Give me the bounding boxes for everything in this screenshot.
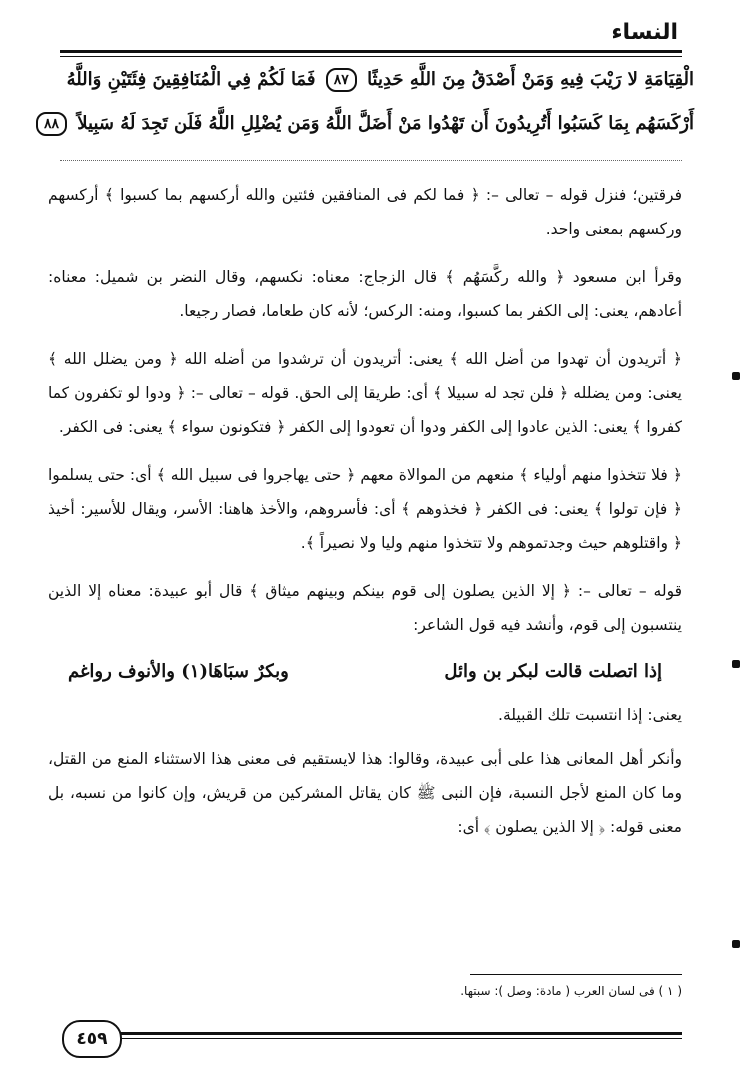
ayah-marker-88: ٨٨ — [36, 112, 67, 136]
poem-hemistich-right: إذا اتصلت قالت لبكر بن وائل — [444, 661, 662, 682]
margin-mark — [732, 660, 740, 668]
paragraph-1: فرقتين؛ فنزل قوله – تعالى –: ﴿ فما لكم فى المنافقين فئتين والله أركسهم بما كسبوا ﴾ أركسهم وركسهم بمعنى واحد. — [48, 186, 682, 238]
footer-rule-thin — [118, 1038, 682, 1039]
header-rule-thin — [60, 56, 682, 57]
paragraph-4: ﴿ فلا تتخذوا منهم أولياء ﴾ منعهم من الموالاة معهم ﴿ حتى يهاجروا فى سبيل الله ﴾ أى: حتى يسلموا ﴿ فإن تولوا ﴾ يعنى: فى الكفر ﴿ فخذوهم ﴾ أى: فأسروهم، والأخذ هاهنا: الأسر، ويقال للأسير: أخيذ ﴿ واقتلوهم حيث وجدتموهم ولا تتخذوا منهم وليا ولا نصيراً ﴾. — [48, 466, 682, 552]
section-divider — [60, 160, 682, 161]
page-number: ٤٥٩ — [62, 1020, 122, 1058]
ayah-marker-87: ٨٧ — [326, 68, 357, 92]
paragraph-3: ﴿ أتريدون أن تهدوا من أضل الله ﴾ يعنى: أتريدون أن ترشدوا من أضله الله ﴿ ومن يضلل الله ﴾ يعنى: ومن يضلله ﴿ فلن تجد له سبيلا ﴾ أى: طريقا إلى الحق. قوله – تعالى –: ﴿ ودوا لو تكفرون كما كفروا ﴾ يعنى: الذين عادوا إلى الكفر ودوا أن تعودوا إلى الكفر ﴿ فتكونون سواء ﴾ يعنى: فى الكفر. — [48, 350, 682, 436]
footnote: ( ١ ) فى لسان العرب ( مادة: وصل ): سبتها. — [460, 984, 682, 998]
quran-verses — [43, 58, 694, 146]
paragraph-7: وأنكر أهل المعانى هذا على أبى عبيدة، وقالوا: هذا لايستقيم فى معنى هذا الاستثناء المنع من القتل، وما كان المنع لأجل النسبة، فإن النبى ﷺ كان يقاتل المشركين من قريش، وإن كانوا من نسبه، بل معنى قوله: ﴿ إلا الذين يصلون ﴾ أى: — [48, 750, 682, 836]
commentary-body — [48, 178, 682, 858]
chapter-title: النساء — [611, 20, 678, 45]
footnote-rule — [470, 974, 682, 975]
quran-text-2: أَرْكَسَهُم بِمَا كَسَبُوا أَتُرِيدُونَ أَن تَهْدُوا مَنْ أَضَلَّ اللَّهُ وَمَن يُضْلِلِ اللَّهُ فَلَن تَجِدَ لَهُ سَبِيلاً — [77, 113, 694, 134]
header-rule-thick — [60, 50, 682, 53]
quran-text-1b: فَمَا لَكُمْ فِي الْمُنَافِقِينَ فِئَتَيْنِ وَاللَّهُ — [66, 69, 316, 90]
margin-mark — [732, 940, 740, 948]
poem-verse — [68, 652, 662, 692]
footer-rule-thick — [118, 1032, 682, 1035]
paragraph-5: قوله – تعالى –: ﴿ إلا الذين يصلون إلى قوم بينكم وبينهم ميثاق ﴾ قال أبو عبيدة: معناه إلا الذين ينتسبون إلى قوم، وأنشد فيه قول الشاعر: — [48, 582, 682, 634]
poem-hemistich-left: وبكرٌ سبَاهَا(١) والأنوف رواغم — [68, 661, 289, 682]
margin-mark — [732, 372, 740, 380]
quran-text-1a: الْقِيَامَةِ لا رَيْبَ فِيهِ وَمَنْ أَصْدَقُ مِنَ اللَّهِ حَدِيثًا — [367, 69, 694, 90]
quran-line-1 — [48, 58, 694, 102]
paragraph-6: يعنى: إذا انتسبت تلك القبيلة. — [498, 706, 682, 724]
quran-line-2 — [43, 102, 694, 146]
paragraph-2: وقرأ ابن مسعود ﴿ والله ركَّسَهُم ﴾ قال الزجاج: معناه: نكسهم، وقال النضر بن شميل: معناه: أعادهم، يعنى: إلى الكفر بما كسبوا، ومنه: الركس؛ لأنه كان طعاما، فصار رجيعا. — [48, 268, 682, 320]
